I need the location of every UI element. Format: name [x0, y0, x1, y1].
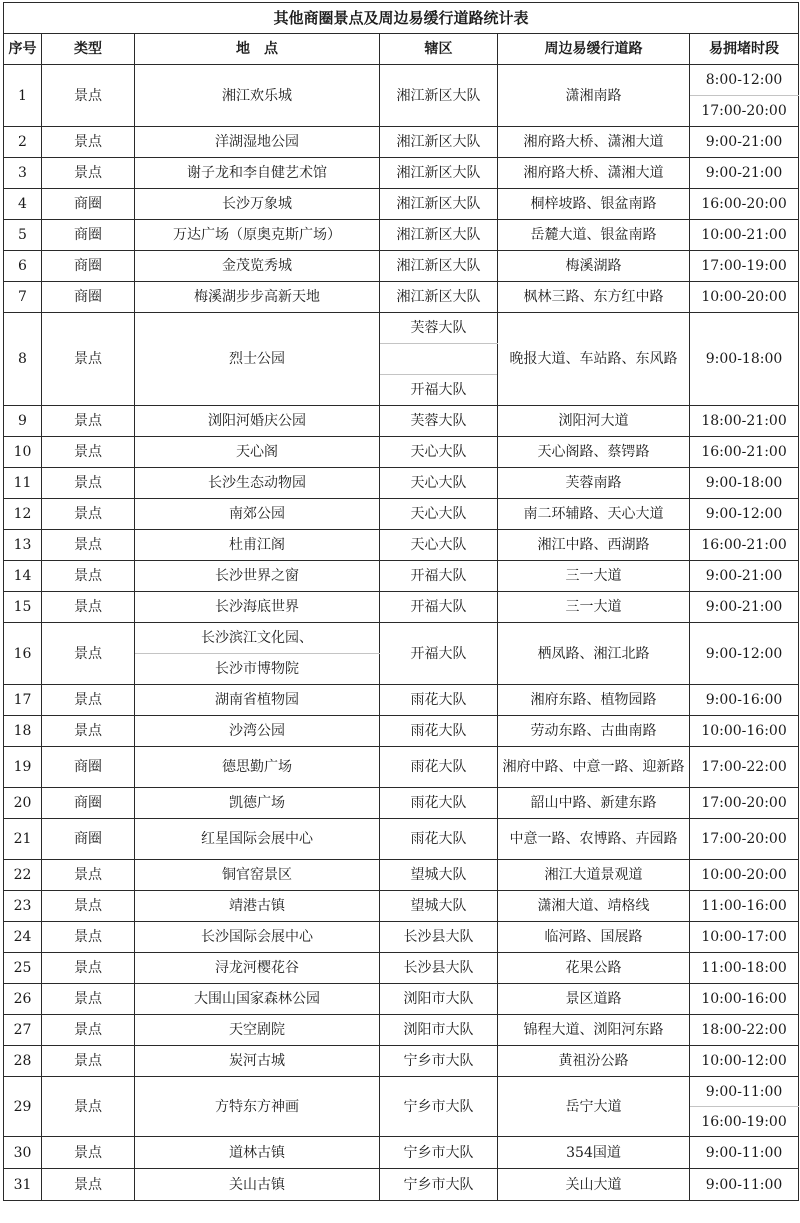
cell-district: 望城大队: [380, 860, 498, 891]
table-row: [4, 922, 799, 953]
cell-district: 雨花大队: [380, 788, 498, 819]
cell-district: 湘江新区大队: [380, 158, 498, 189]
cell-type: 景点: [42, 891, 135, 922]
cell-district: 芙蓉大队: [380, 313, 498, 344]
cell-roads: 芙蓉南路: [498, 468, 690, 499]
cell-roads: 湘府中路、中意一路、迎新路: [498, 747, 690, 788]
cell-time: 10:00-17:00: [690, 922, 799, 953]
table-row: [4, 189, 799, 220]
table-row: [4, 158, 799, 189]
cell-place: 长沙国际会展中心: [135, 922, 380, 953]
cell-type: 景点: [42, 65, 135, 127]
header-congestion-time: 易拥堵时段: [690, 34, 799, 65]
cell-district: 宁乡市大队: [380, 1046, 498, 1077]
cell-roads: 湘江中路、西湖路: [498, 530, 690, 561]
cell-place: 铜官窑景区: [135, 860, 380, 891]
cell-number: 12: [4, 499, 42, 530]
cell-time: 9:00-11:00: [690, 1137, 799, 1169]
cell-place: 靖港古镇: [135, 891, 380, 922]
cell-number: 5: [4, 220, 42, 251]
cell-roads: 景区道路: [498, 984, 690, 1015]
cell-district: 湘江新区大队: [380, 65, 498, 127]
cell-roads: 浏阳河大道: [498, 406, 690, 437]
cell-time: 16:00-19:00: [690, 1107, 799, 1137]
cell-type: 景点: [42, 313, 135, 406]
cell-type: 商圈: [42, 819, 135, 860]
cell-place: 浔龙河樱花谷: [135, 953, 380, 984]
cell-time: 9:00-21:00: [690, 127, 799, 158]
cell-time: 17:00-20:00: [690, 788, 799, 819]
cell-place: 道林古镇: [135, 1137, 380, 1169]
cell-number: 10: [4, 437, 42, 468]
cell-district: 长沙县大队: [380, 953, 498, 984]
cell-type: 商圈: [42, 220, 135, 251]
cell-district: 湘江新区大队: [380, 189, 498, 220]
table-row: [4, 984, 799, 1015]
cell-place: 德思勤广场: [135, 747, 380, 788]
cell-roads: 劳动东路、古曲南路: [498, 716, 690, 747]
cell-district: 浏阳市大队: [380, 1015, 498, 1046]
cell-district: 宁乡市大队: [380, 1137, 498, 1169]
cell-place: 长沙市博物院: [135, 654, 380, 685]
cell-roads: 梅溪湖路: [498, 251, 690, 282]
cell-place: 长沙生态动物园: [135, 468, 380, 499]
cell-type: 景点: [42, 1169, 135, 1201]
cell-district: 天心大队: [380, 499, 498, 530]
table-row: [4, 530, 799, 561]
cell-roads: 湘府东路、植物园路: [498, 685, 690, 716]
cell-place: 炭河古城: [135, 1046, 380, 1077]
table-row: [4, 406, 799, 437]
cell-time: 18:00-21:00: [690, 406, 799, 437]
cell-time: 9:00-18:00: [690, 313, 799, 406]
cell-place: 湖南省植物园: [135, 685, 380, 716]
cell-place: 洋湖湿地公园: [135, 127, 380, 158]
cell-roads: 湘府路大桥、潇湘大道: [498, 158, 690, 189]
table-row: [4, 788, 799, 819]
cell-number: 29: [4, 1077, 42, 1137]
cell-number: 30: [4, 1137, 42, 1169]
cell-number: 19: [4, 747, 42, 788]
cell-type: 景点: [42, 406, 135, 437]
cell-type: 景点: [42, 1046, 135, 1077]
cell-type: 商圈: [42, 251, 135, 282]
header-number: 序号: [4, 34, 42, 65]
table-row: [4, 592, 799, 623]
cell-place: 天心阁: [135, 437, 380, 468]
cell-roads: 韶山中路、新建东路: [498, 788, 690, 819]
table-row: [4, 1137, 799, 1169]
cell-place: 湘江欢乐城: [135, 65, 380, 127]
cell-roads: 岳麓大道、银盆南路: [498, 220, 690, 251]
cell-type: 景点: [42, 127, 135, 158]
cell-roads: 晚报大道、车站路、东风路: [498, 313, 690, 406]
cell-place: 烈士公园: [135, 313, 380, 406]
table-row: [4, 313, 799, 344]
cell-number: 6: [4, 251, 42, 282]
cell-district: 望城大队: [380, 891, 498, 922]
cell-time: 10:00-20:00: [690, 860, 799, 891]
cell-roads: 三一大道: [498, 592, 690, 623]
cell-type: 景点: [42, 1137, 135, 1169]
cell-roads: 354国道: [498, 1137, 690, 1169]
cell-place: 天空剧院: [135, 1015, 380, 1046]
cell-type: 景点: [42, 499, 135, 530]
header-district: 辖区: [380, 34, 498, 65]
cell-type: 景点: [42, 1077, 135, 1137]
table-row: [4, 499, 799, 530]
cell-district: 宁乡市大队: [380, 1077, 498, 1137]
cell-district: 开福大队: [380, 375, 498, 406]
cell-number: 8: [4, 313, 42, 406]
cell-type: 景点: [42, 922, 135, 953]
statistics-table: [3, 2, 799, 1201]
cell-district: 雨花大队: [380, 747, 498, 788]
cell-roads: 潇湘大道、靖格线: [498, 891, 690, 922]
table-row: [4, 561, 799, 592]
table-row: [4, 623, 799, 654]
cell-time: 11:00-16:00: [690, 891, 799, 922]
cell-time: 17:00-22:00: [690, 747, 799, 788]
cell-time: 11:00-18:00: [690, 953, 799, 984]
cell-time: 9:00-16:00: [690, 685, 799, 716]
cell-place: 长沙万象城: [135, 189, 380, 220]
cell-number: 15: [4, 592, 42, 623]
cell-district: 湘江新区大队: [380, 282, 498, 313]
cell-number: 3: [4, 158, 42, 189]
cell-time: 9:00-12:00: [690, 499, 799, 530]
table-row: [4, 860, 799, 891]
cell-place: 杜甫江阁: [135, 530, 380, 561]
cell-time: 16:00-21:00: [690, 530, 799, 561]
cell-place: 红星国际会展中心: [135, 819, 380, 860]
cell-roads: 湘江大道景观道: [498, 860, 690, 891]
cell-roads: 潇湘南路: [498, 65, 690, 127]
cell-district: 湘江新区大队: [380, 127, 498, 158]
cell-time: 17:00-20:00: [690, 819, 799, 860]
header-roads: 周边易缓行道路: [498, 34, 690, 65]
cell-time: 16:00-20:00: [690, 189, 799, 220]
table-row: [4, 220, 799, 251]
cell-time: 10:00-16:00: [690, 984, 799, 1015]
cell-number: 1: [4, 65, 42, 127]
cell-district: 湘江新区大队: [380, 220, 498, 251]
table-row: [4, 819, 799, 860]
cell-type: 景点: [42, 623, 135, 685]
cell-place: 谢子龙和李自健艺术馆: [135, 158, 380, 189]
cell-district: 雨花大队: [380, 819, 498, 860]
cell-place: 大围山国家森林公园: [135, 984, 380, 1015]
cell-type: 景点: [42, 437, 135, 468]
table-row: [4, 716, 799, 747]
cell-roads: 中意一路、农博路、卉园路: [498, 819, 690, 860]
cell-type: 商圈: [42, 788, 135, 819]
cell-place: 方特东方神画: [135, 1077, 380, 1137]
cell-time: 17:00-20:00: [690, 96, 799, 127]
cell-place: 长沙海底世界: [135, 592, 380, 623]
cell-number: 22: [4, 860, 42, 891]
cell-number: 31: [4, 1169, 42, 1201]
cell-type: 景点: [42, 468, 135, 499]
cell-roads: 湘府路大桥、潇湘大道: [498, 127, 690, 158]
cell-time: 16:00-21:00: [690, 437, 799, 468]
cell-number: 28: [4, 1046, 42, 1077]
table-row: [4, 891, 799, 922]
cell-roads: 关山大道: [498, 1169, 690, 1201]
cell-place: 沙湾公园: [135, 716, 380, 747]
cell-number: 11: [4, 468, 42, 499]
cell-roads: 枫林三路、东方红中路: [498, 282, 690, 313]
cell-roads: 临河路、国展路: [498, 922, 690, 953]
cell-time: 10:00-20:00: [690, 282, 799, 313]
cell-number: 21: [4, 819, 42, 860]
cell-district: 雨花大队: [380, 685, 498, 716]
cell-time: 9:00-21:00: [690, 158, 799, 189]
cell-district: 雨花大队: [380, 716, 498, 747]
cell-roads: 桐梓坡路、银盆南路: [498, 189, 690, 220]
cell-roads: 黄祖汾公路: [498, 1046, 690, 1077]
cell-district: 长沙县大队: [380, 922, 498, 953]
cell-district: 天心大队: [380, 530, 498, 561]
cell-time: 9:00-21:00: [690, 561, 799, 592]
cell-place: 凯德广场: [135, 788, 380, 819]
cell-type: 景点: [42, 158, 135, 189]
cell-number: 25: [4, 953, 42, 984]
cell-place: 梅溪湖步步高新天地: [135, 282, 380, 313]
cell-time: 18:00-22:00: [690, 1015, 799, 1046]
cell-number: 7: [4, 282, 42, 313]
header-type: 类型: [42, 34, 135, 65]
cell-type: 景点: [42, 953, 135, 984]
cell-district: 浏阳市大队: [380, 984, 498, 1015]
cell-type: 景点: [42, 860, 135, 891]
cell-roads: 三一大道: [498, 561, 690, 592]
cell-time: 8:00-12:00: [690, 65, 799, 96]
cell-time: 9:00-11:00: [690, 1077, 799, 1107]
table-row: [4, 251, 799, 282]
cell-time: 9:00-11:00: [690, 1169, 799, 1201]
cell-roads: 锦程大道、浏阳河东路: [498, 1015, 690, 1046]
cell-type: 景点: [42, 530, 135, 561]
cell-roads: 花果公路: [498, 953, 690, 984]
cell-number: 26: [4, 984, 42, 1015]
cell-place: 南郊公园: [135, 499, 380, 530]
cell-place: 长沙滨江文化园、: [135, 623, 380, 654]
table-row: [4, 1169, 799, 1201]
cell-district: [380, 344, 498, 375]
cell-type: 商圈: [42, 282, 135, 313]
cell-place: 金茂览秀城: [135, 251, 380, 282]
cell-number: 13: [4, 530, 42, 561]
cell-number: 24: [4, 922, 42, 953]
table-row: [4, 1077, 799, 1107]
cell-district: 天心大队: [380, 468, 498, 499]
cell-district: 开福大队: [380, 623, 498, 685]
cell-time: 10:00-16:00: [690, 716, 799, 747]
table-row: [4, 65, 799, 96]
cell-roads: 栖凤路、湘江北路: [498, 623, 690, 685]
cell-time: 10:00-12:00: [690, 1046, 799, 1077]
cell-number: 23: [4, 891, 42, 922]
cell-type: 景点: [42, 592, 135, 623]
cell-type: 景点: [42, 685, 135, 716]
cell-type: 商圈: [42, 747, 135, 788]
cell-district: 开福大队: [380, 592, 498, 623]
cell-number: 4: [4, 189, 42, 220]
table-row: [4, 468, 799, 499]
cell-district: 湘江新区大队: [380, 251, 498, 282]
cell-number: 2: [4, 127, 42, 158]
cell-district: 开福大队: [380, 561, 498, 592]
cell-type: 景点: [42, 561, 135, 592]
cell-time: 9:00-12:00: [690, 623, 799, 685]
cell-time: 10:00-21:00: [690, 220, 799, 251]
cell-number: 27: [4, 1015, 42, 1046]
cell-number: 17: [4, 685, 42, 716]
cell-roads: 天心阁路、蔡锷路: [498, 437, 690, 468]
cell-district: 芙蓉大队: [380, 406, 498, 437]
table-row: [4, 437, 799, 468]
cell-roads: 南二环辅路、天心大道: [498, 499, 690, 530]
cell-time: 9:00-21:00: [690, 592, 799, 623]
cell-number: 18: [4, 716, 42, 747]
cell-type: 商圈: [42, 189, 135, 220]
cell-time: 9:00-18:00: [690, 468, 799, 499]
cell-number: 20: [4, 788, 42, 819]
table-row: [4, 1015, 799, 1046]
cell-district: 天心大队: [380, 437, 498, 468]
header-place: 地 点: [135, 34, 380, 65]
cell-roads: 岳宁大道: [498, 1077, 690, 1137]
cell-district: 宁乡市大队: [380, 1169, 498, 1201]
table-row: [4, 282, 799, 313]
cell-place: 长沙世界之窗: [135, 561, 380, 592]
table-row: [4, 747, 799, 788]
cell-type: 景点: [42, 1015, 135, 1046]
cell-time: 17:00-19:00: [690, 251, 799, 282]
cell-type: 景点: [42, 984, 135, 1015]
cell-place: 关山古镇: [135, 1169, 380, 1201]
cell-number: 16: [4, 623, 42, 685]
table-row: [4, 953, 799, 984]
cell-place: 浏阳河婚庆公园: [135, 406, 380, 437]
table-title: 其他商圈景点及周边易缓行道路统计表: [4, 3, 799, 34]
table-row: [4, 1046, 799, 1077]
cell-number: 9: [4, 406, 42, 437]
table-row: [4, 127, 799, 158]
cell-number: 14: [4, 561, 42, 592]
table-row: [4, 685, 799, 716]
cell-type: 景点: [42, 716, 135, 747]
cell-place: 万达广场（原奥克斯广场）: [135, 220, 380, 251]
